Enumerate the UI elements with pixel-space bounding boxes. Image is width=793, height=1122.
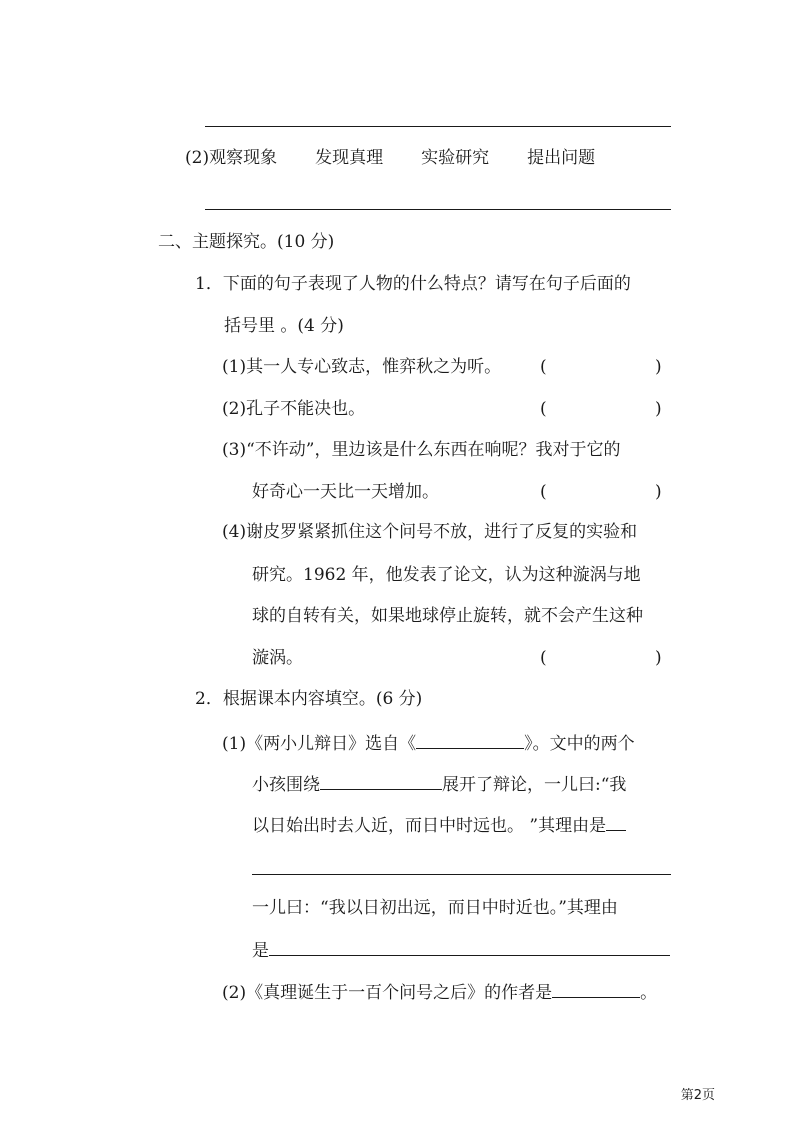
blank-reason-2[interactable] bbox=[269, 937, 670, 956]
paren-open-2[interactable]: ( bbox=[540, 399, 547, 419]
paren-open-3[interactable]: ( bbox=[540, 482, 547, 502]
section-title: 二、主题探究。(10 分) bbox=[158, 232, 335, 252]
option-2: 发现真理 bbox=[315, 148, 384, 168]
blank-debate-topic[interactable] bbox=[320, 771, 442, 790]
option-3: 实验研究 bbox=[421, 148, 490, 168]
q1-item-4-line2: 研究。1962 年，他发表了论文，认为这种漩涡与地 bbox=[252, 565, 641, 585]
paren-close-3[interactable]: ) bbox=[655, 482, 662, 502]
q2-p1-line2: 小孩围绕 展开了辩论，一儿曰:“我 bbox=[252, 771, 626, 797]
paren-open-4[interactable]: ( bbox=[540, 648, 547, 668]
blank-reason-1[interactable] bbox=[252, 874, 671, 875]
paren-close-1[interactable]: ) bbox=[655, 357, 662, 377]
q1-item-3-line2: 好奇心一天比一天增加。 bbox=[252, 482, 439, 502]
answer-line-2[interactable] bbox=[205, 209, 671, 210]
q2-p1-line1: (1)《两小儿辩日》选自《 》。文中的两个 bbox=[222, 730, 635, 756]
q2-stem: 2．根据课本内容填空。(6 分) bbox=[195, 689, 423, 709]
q1-item-3-line1: (3)“不许动”，里边该是什么东西在响呢？我对于它的 bbox=[222, 440, 621, 460]
page-number: 第2页 bbox=[680, 1088, 715, 1103]
paren-open-1[interactable]: ( bbox=[540, 357, 547, 377]
blank-source-book[interactable] bbox=[416, 730, 524, 749]
q1-item-4-line1: (4)谢皮罗紧紧抓住这个问号不放，进行了反复的实验和 bbox=[222, 522, 638, 542]
option-4: 提出问题 bbox=[527, 148, 596, 168]
q2-p1-line6: 是 bbox=[252, 937, 670, 963]
q2-p1-line5: 一儿曰：“我以日初出远，而日中时近也。”其理由 bbox=[252, 898, 618, 918]
blank-author[interactable] bbox=[552, 979, 640, 998]
q2-p2: (2)《真理诞生于一百个问号之后》的作者是 。 bbox=[222, 979, 657, 1005]
paren-close-4[interactable]: ) bbox=[655, 648, 662, 668]
q2-label: (2) bbox=[185, 148, 210, 168]
q1-item-4-line3: 球的自转有关，如果地球停止旋转，就不会产生这种 bbox=[252, 606, 643, 626]
q1-stem-line2: 括号里 。(4 分) bbox=[224, 316, 344, 336]
q1-item-1: (1)其一人专心致志，惟弈秋之为听。 bbox=[222, 357, 502, 377]
option-1: 观察现象 bbox=[209, 148, 278, 168]
answer-line-1[interactable] bbox=[205, 126, 671, 127]
q1-item-2: (2)孔子不能决也。 bbox=[222, 399, 366, 419]
paren-close-2[interactable]: ) bbox=[655, 399, 662, 419]
q2-p1-line3: 以日始出时去人近，而日中时远也。 ”其理由是 bbox=[252, 812, 626, 838]
blank-reason-1-start[interactable] bbox=[606, 812, 626, 831]
q1-stem-line1: 1．下面的句子表现了人物的什么特点？请写在句子后面的 bbox=[195, 274, 631, 294]
part1-q2 bbox=[185, 146, 595, 170]
q1-item-4-line4: 漩涡。 bbox=[252, 648, 303, 668]
